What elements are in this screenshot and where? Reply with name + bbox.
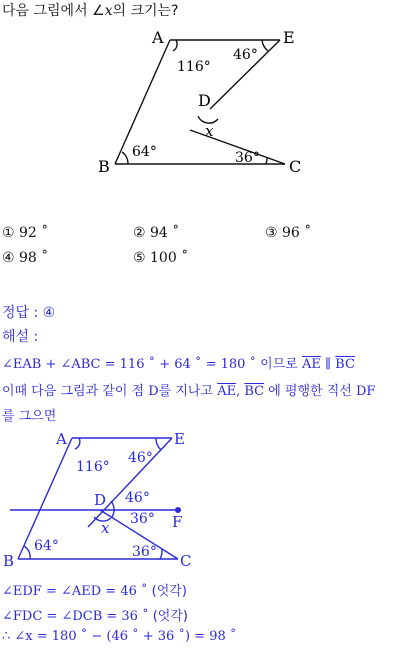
arc-d-bottom [112, 510, 114, 517]
label-f-2: F [172, 513, 183, 531]
explanation-line-2-a: 이때 다음 그림과 같이 점 [2, 384, 149, 399]
explanation-label: 해설 : [2, 329, 39, 345]
choice-4[interactable] [2, 250, 48, 266]
conclusion-line-1-math: ∠EDF = ∠AED = 46 ˚ [2, 584, 148, 599]
line-df-ref: DF [355, 384, 376, 399]
question-prefix: 다음 그림에서 ∠ [2, 3, 105, 19]
answer-line [2, 302, 55, 322]
label-b: B [98, 157, 110, 176]
conclusion-line-2 [2, 605, 188, 624]
angle-d-bottom-label: 36° [130, 511, 155, 527]
segment-ae-notation: $\overline{AE}$ [302, 357, 321, 372]
choice-5[interactable] [133, 250, 188, 266]
choice-3-value: 96 ˚ [282, 225, 312, 241]
angle-b-label: 64° [132, 144, 157, 160]
angle-d-top-label: 46° [125, 490, 150, 506]
arc-e [262, 40, 268, 51]
choice-1-value: 92 ˚ [19, 225, 49, 241]
explanation-line-1-math: ∠EAB + ∠ABC = 116 ˚ + 64 ˚ = 180 ˚ [2, 357, 257, 372]
conclusion-line-2-note: (엇각) [148, 609, 188, 624]
explanation-line-2-comma: , [236, 384, 245, 399]
answer-value: ④ [42, 305, 56, 321]
arc-a-2 [75, 438, 80, 449]
angle-a-label: 116° [177, 59, 211, 75]
choice-1-num: ① [2, 225, 15, 241]
label-b-2: B [3, 552, 15, 570]
arc-e-2 [156, 438, 161, 450]
label-d: D [198, 91, 211, 110]
angle-b-label-2: 64° [34, 538, 59, 554]
label-c-2: C [180, 552, 192, 570]
question-var: x [104, 3, 113, 19]
label-e: E [283, 28, 295, 47]
segment-ae-ref: $\overline{AE}$ [217, 384, 237, 399]
explanation-line-1 [2, 353, 355, 372]
explanation-line-2 [2, 380, 375, 399]
conclusion-line-1-note: (엇각) [147, 584, 187, 599]
angle-c-label: 36° [235, 150, 260, 166]
parallel-symbol: ∥ [320, 357, 336, 372]
explanation-line-1-text: 이므로 [256, 357, 302, 372]
choice-2[interactable] [133, 225, 179, 241]
choice-5-value: 100 ˚ [150, 250, 189, 266]
angle-x-label-2: x [101, 519, 110, 537]
label-d-2: D [94, 491, 107, 509]
conclusion-line-1 [2, 580, 187, 599]
answer-label: 정답 : [2, 305, 39, 321]
arc-d-top [111, 501, 114, 510]
label-a-2: A [56, 430, 67, 448]
angle-e-label-2: 46° [128, 450, 153, 466]
arc-c-2 [160, 549, 162, 559]
choice-5-num: ⑤ [133, 250, 146, 266]
label-c: C [289, 157, 302, 176]
arc-c [266, 157, 267, 164]
figure-2 [0, 425, 400, 575]
arc-b-2 [24, 546, 30, 559]
label-a: A [152, 28, 164, 47]
choice-3[interactable] [265, 225, 311, 241]
explanation-line-3: 를 그으면 [2, 409, 57, 424]
arc-b [122, 152, 128, 164]
explanation-line-2-c: 에 평행한 직선 [264, 384, 356, 399]
explanation-line-2-b: 를 지나고 [158, 384, 218, 399]
segment-bc-notation: $\overline{BC}$ [335, 357, 355, 372]
choice-1[interactable] [2, 225, 48, 241]
figure-1 [0, 0, 400, 200]
label-e-2: E [174, 430, 185, 448]
angle-x-label: x [205, 122, 214, 140]
point-d-ref: D [148, 384, 159, 399]
question-suffix: 의 크기는? [112, 3, 179, 19]
segment-bc-ref: $\overline{BC}$ [244, 384, 265, 399]
choice-4-num: ④ [2, 250, 15, 266]
choice-4-value: 98 ˚ [19, 250, 49, 266]
angle-a-label-2: 116° [76, 459, 110, 475]
choice-3-num: ③ [265, 225, 278, 241]
choice-2-num: ② [133, 225, 146, 241]
angle-c-label-2: 36° [132, 544, 157, 560]
conclusion-line-2-math: ∠FDC = ∠DCB = 36 ˚ [2, 609, 149, 624]
angle-e-label: 46° [233, 47, 258, 63]
choice-2-value: 94 ˚ [150, 225, 180, 241]
arc-a [173, 40, 177, 51]
conclusion-line-3: ∴ ∠x = 180 ˚ − (46 ˚ + 36 ˚) = 98 ˚ [2, 629, 237, 644]
